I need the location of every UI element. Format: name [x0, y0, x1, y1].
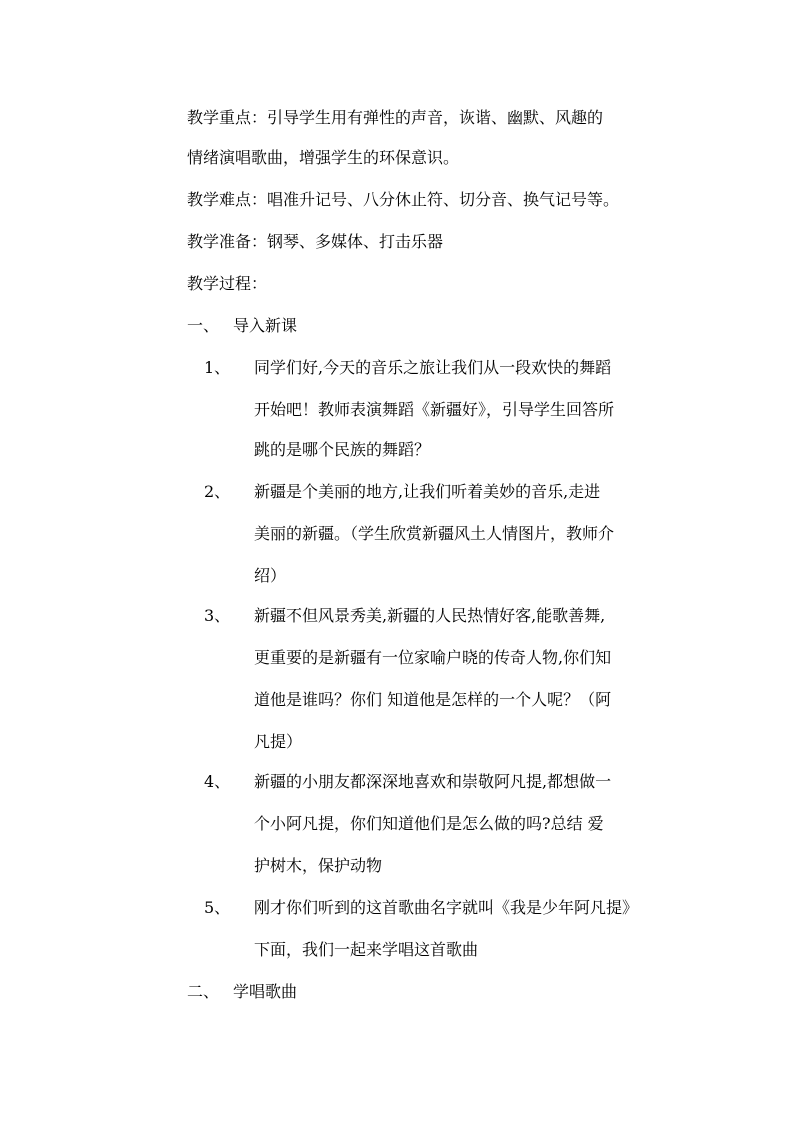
item-2-line-3: 绍）: [254, 566, 287, 585]
item-1-line-2: 开始吧！教师表演舞蹈《新疆好》，引导学生回答所: [254, 400, 615, 419]
item-1-line-1: 同学们好,今天的音乐之旅让我们从一段欢快的舞蹈: [254, 358, 612, 377]
teaching-difficulty: 教学难点：唱准升记号、八分休止符、切分音、换气记号等。: [187, 190, 620, 209]
item-3-line-3: 道他是谁吗？你们 知道他是怎样的一个人呢？（阿: [254, 690, 612, 709]
section-title-1: 导入新课: [233, 316, 298, 335]
item-number-2: 2、: [204, 482, 231, 501]
item-number-1: 1、: [204, 358, 231, 377]
teaching-focus-line-1: 教学重点：引导学生用有弹性的声音，诙谐、幽默、风趣的: [187, 108, 604, 127]
item-number-4: 4、: [204, 772, 231, 791]
item-5-line-2: 下面，我们一起来学唱这首歌曲: [254, 940, 479, 959]
item-2-line-1: 新疆是个美丽的地方,让我们听着美妙的音乐,走进: [254, 482, 601, 501]
teaching-preparation: 教学准备：钢琴、多媒体、打击乐器: [187, 232, 444, 251]
item-number-3: 3、: [204, 606, 231, 625]
item-3-line-2: 更重要的是新疆有一位家喻户晓的传奇人物,你们知: [254, 648, 612, 667]
item-5-line-1: 刚才你们听到的这首歌曲名字就叫《我是少年阿凡提》: [254, 898, 639, 917]
item-4-line-3: 护树木，保护动物: [254, 856, 383, 875]
item-3-line-1: 新疆不但风景秀美,新疆的人民热情好客,能歌善舞,: [254, 606, 606, 625]
item-2-line-2: 美丽的新疆。（学生欣赏新疆风土人情图片，教师介: [254, 524, 615, 543]
item-4-line-2: 个小阿凡提，你们知道他们是怎么做的吗?总结 爱: [254, 814, 604, 833]
teaching-focus-line-2: 情绪演唱歌曲，增强学生的环保意识。: [187, 148, 460, 167]
item-1-line-3: 跳的是哪个民族的舞蹈？: [254, 440, 431, 459]
section-number-2: 二、: [187, 982, 220, 1001]
teaching-process-heading: 教学过程：: [187, 274, 268, 293]
item-3-line-4: 凡提）: [254, 732, 303, 751]
section-title-2: 学唱歌曲: [233, 982, 298, 1001]
item-number-5: 5、: [204, 898, 231, 917]
item-4-line-1: 新疆的小朋友都深深地喜欢和崇敬阿凡提,都想做一: [254, 772, 612, 791]
section-number-1: 一、: [187, 316, 220, 335]
